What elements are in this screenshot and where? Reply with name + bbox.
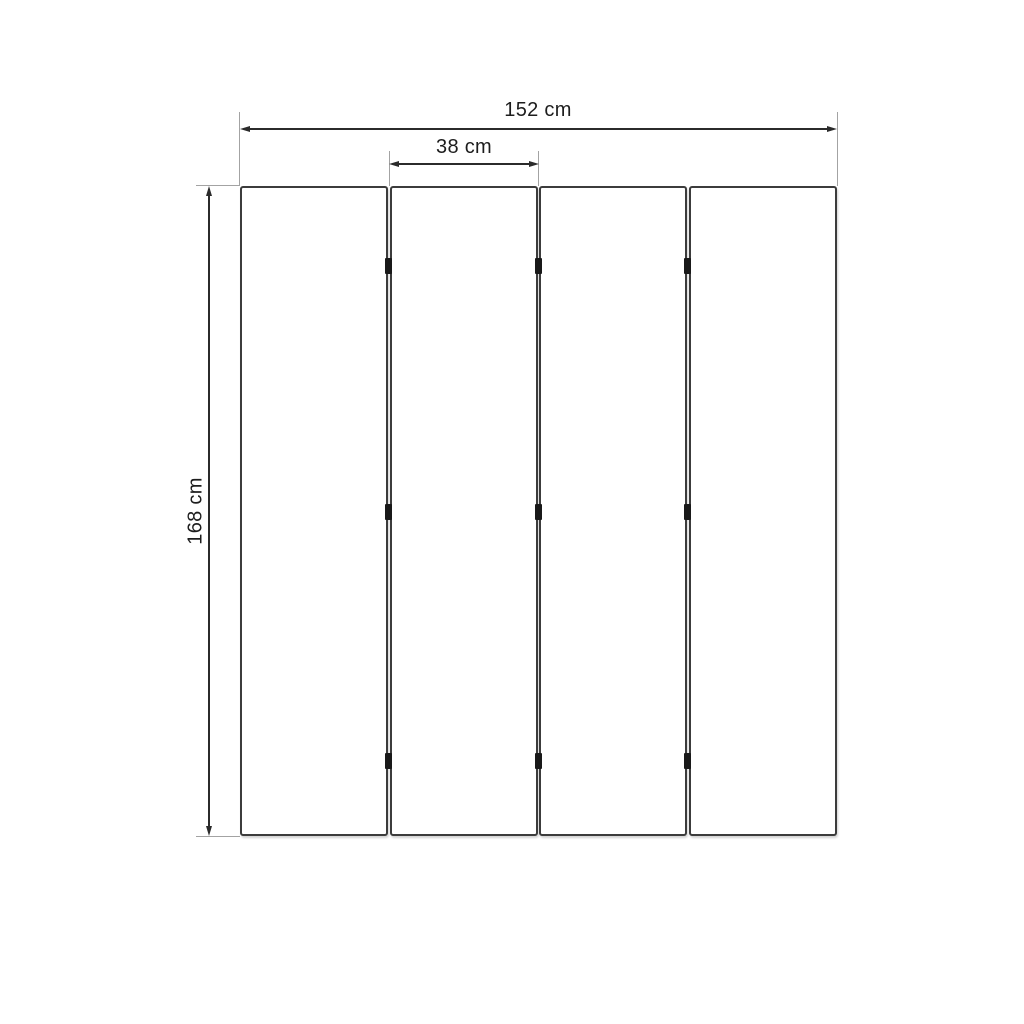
hinge-middle-3 xyxy=(684,504,691,520)
panel-3 xyxy=(539,186,687,836)
panel-width-arrowhead-left-icon xyxy=(389,161,399,167)
total-width-extension-right xyxy=(837,112,838,186)
total-width-dimension-line xyxy=(245,128,832,130)
panel-4 xyxy=(689,186,837,836)
hinge-top-2 xyxy=(535,258,542,274)
hinge-middle-1 xyxy=(385,504,392,520)
hinge-bottom-2 xyxy=(535,753,542,769)
height-label: 168 cm xyxy=(184,477,207,545)
total-width-arrowhead-left-icon xyxy=(240,126,250,132)
hinge-bottom-1 xyxy=(385,753,392,769)
hinge-bottom-3 xyxy=(684,753,691,769)
total-width-label: 152 cm xyxy=(504,99,572,121)
height-extension-bottom xyxy=(196,836,240,837)
panel-width-label: 38 cm xyxy=(436,136,492,158)
height-arrowhead-top-icon xyxy=(206,186,212,196)
hinge-top-3 xyxy=(684,258,691,274)
height-dimension-line xyxy=(208,191,210,831)
panel-width-extension-right xyxy=(538,151,539,186)
panel-width-extension-left xyxy=(389,151,390,186)
panel-width-arrowhead-right-icon xyxy=(529,161,539,167)
height-arrowhead-bottom-icon xyxy=(206,826,212,836)
height-extension-top xyxy=(196,185,240,186)
hinge-middle-2 xyxy=(535,504,542,520)
hinge-top-1 xyxy=(385,258,392,274)
total-width-extension-left xyxy=(239,112,240,186)
total-width-arrowhead-right-icon xyxy=(827,126,837,132)
panel-2 xyxy=(390,186,538,836)
panel-width-dimension-line xyxy=(394,163,534,165)
panel-1 xyxy=(240,186,388,836)
